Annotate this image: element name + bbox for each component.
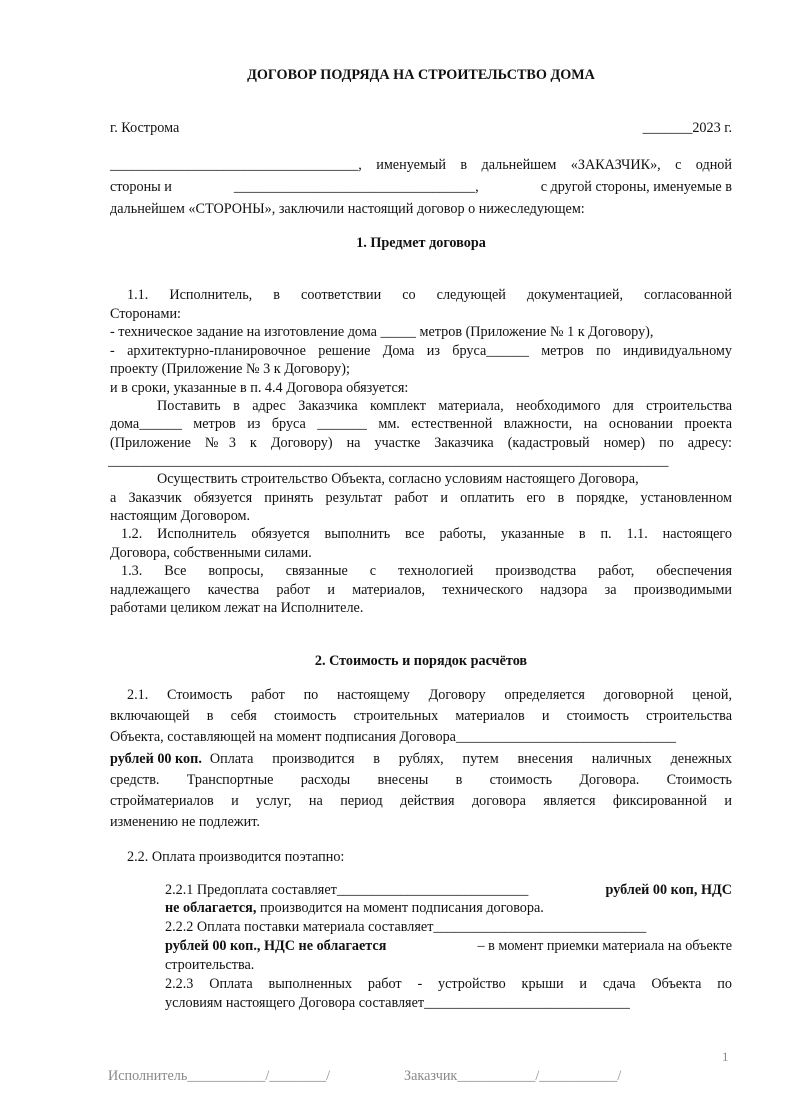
clause-1-1-line-8: дома______ метров из бруса _______ мм. естественной влажности, на основании проекта: [110, 416, 732, 432]
clause-2-2-1-amount: рублей 00 коп, НДС: [605, 882, 732, 898]
clause-2-2-1-line-2: [165, 899, 544, 917]
preamble-line-2: [110, 178, 732, 196]
clause-2-1-line-4-text: Оплата производится в рублях, путем внесения наличных денежных: [209, 751, 732, 767]
clause-1-1-line-5: проекту (Приложение № 3 к Договору);: [110, 361, 350, 377]
clause-1-1-line-2: Сторонами:: [110, 306, 181, 322]
clause-2-2-1-when: производится на момент подписания договора.: [259, 900, 544, 916]
section-2-heading: 2. Стоимость и порядок расчётов: [314, 653, 528, 669]
clause-2-2-1-line-1: [165, 881, 732, 899]
clause-2-1-line-5: средств. Транспортные расходы внесены в стоимость Договора. Стоимость: [110, 772, 732, 788]
preamble-line-2a: стороны и: [110, 179, 172, 195]
clause-1-3-line-1: 1.3. Все вопросы, связанные с технологией производства работ, обеспечения: [121, 563, 732, 579]
preamble-line-3: дальнейшем «СТОРОНЫ», заключили настоящий договор о нижеследующем:: [110, 201, 585, 217]
clause-2-2-3-line-2: условиям настоящего Договора составляет_____________________________: [165, 995, 630, 1011]
contract-city: г. Кострома: [110, 120, 180, 136]
contract-date: _______2023 г.: [642, 120, 732, 136]
preamble-line-2c: с другой стороны, именуемые в: [540, 179, 732, 195]
clause-1-3-line-3: работами целиком лежат на Исполнителе.: [110, 600, 364, 616]
clause-2-2-2-line-3: строительства.: [165, 957, 255, 973]
clause-2-2-2-when: – в момент приемки материала на объекте: [477, 938, 732, 954]
clause-1-1-line-4: - архитектурно-планировочное решение Дома из бруса______ метров по индивидуальному: [110, 343, 732, 359]
clause-2-2-2-line-1: 2.2.2 Оплата поставки материала составляет______________________________: [165, 919, 647, 935]
clause-2-2-2-line-2: [165, 937, 732, 955]
clause-1-1-line-12: а Заказчик обязуется принять результат работ и оплатить его в порядке, установленном: [110, 490, 732, 506]
clause-2-1-line-3: Объекта, составляющей на момент подписания Договора_______________________________: [110, 729, 676, 745]
document-title: ДОГОВОР ПОДРЯДА НА СТРОИТЕЛЬСТВО ДОМА: [247, 67, 595, 83]
clause-2-2-1-vat: не облагается,: [165, 900, 257, 916]
clause-2-1-amount-suffix: рублей 00 коп.: [110, 751, 202, 767]
preamble-line-2b: __________________________________,: [233, 179, 479, 195]
clause-2-1-line-1: 2.1. Стоимость работ по настоящему Договору определяется договорной ценой,: [127, 687, 732, 703]
clause-2-2-1-text: 2.2.1 Предоплата составляет___________________________: [165, 882, 529, 898]
clause-2-2-2-amount: рублей 00 коп., НДС не облагается: [165, 938, 387, 954]
clause-1-1-line-7: Поставить в адрес Заказчика комплект материала, необходимого для строительства: [157, 398, 732, 414]
clause-1-1-line-9: (Приложение №3 к Договору) на участке Заказчика (кадастровый номер) по адресу:: [110, 435, 732, 451]
clause-1-1-address-line: _______________________________________________________________________________: [108, 453, 669, 469]
section-1-heading: 1. Предмет договора: [356, 235, 486, 251]
clause-2-2-intro: 2.2. Оплата производится поэтапно:: [127, 849, 345, 865]
executor-signature-line: Исполнитель___________/________/: [108, 1068, 331, 1084]
page-number: 1: [722, 1049, 729, 1064]
clause-2-1-line-4: [110, 750, 732, 768]
clause-2-1-line-6: стройматериалов и услуг, на период действия договора является фиксированной и: [110, 793, 732, 809]
clause-2-1-line-2: включающей в себя стоимость строительных материалов и стоимость строительства: [110, 708, 732, 724]
clause-2-1-line-7: изменению не подлежит.: [110, 814, 260, 830]
clause-1-1-line-11: Осуществить строительство Объекта, согласно условиям настоящего Договора,: [157, 471, 639, 487]
clause-1-1-line-3: - техническое задание на изготовление дома _____ метров (Приложение № 1 к Договору),: [110, 324, 654, 340]
clause-1-2-line-1: 1.2. Исполнитель обязуется выполнить все работы, указанные в п. 1.1. настоящего: [121, 526, 732, 542]
clause-1-1-line-13: настоящим Договором.: [110, 508, 251, 524]
clause-1-1-line-1: 1.1. Исполнитель, в соответствии со следующей документацией, согласованной: [127, 287, 732, 303]
preamble-line-1: ___________________________________, именуемый в дальнейшем «ЗАКАЗЧИК», с одной: [110, 157, 732, 173]
clause-1-1-line-6: и в сроки, указанные в п. 4.4 Договора обязуется:: [110, 380, 409, 396]
clause-2-2-3-line-1: 2.2.3 Оплата выполненных работ - устройство крыши и сдача Объекта по: [165, 976, 732, 992]
customer-signature-line: Заказчик___________/___________/: [404, 1068, 622, 1084]
clause-1-2-line-2: Договора, собственными силами.: [110, 545, 312, 561]
clause-1-3-line-2: надлежащего качества работ и материалов, технического надзора за производимыми: [110, 582, 732, 598]
